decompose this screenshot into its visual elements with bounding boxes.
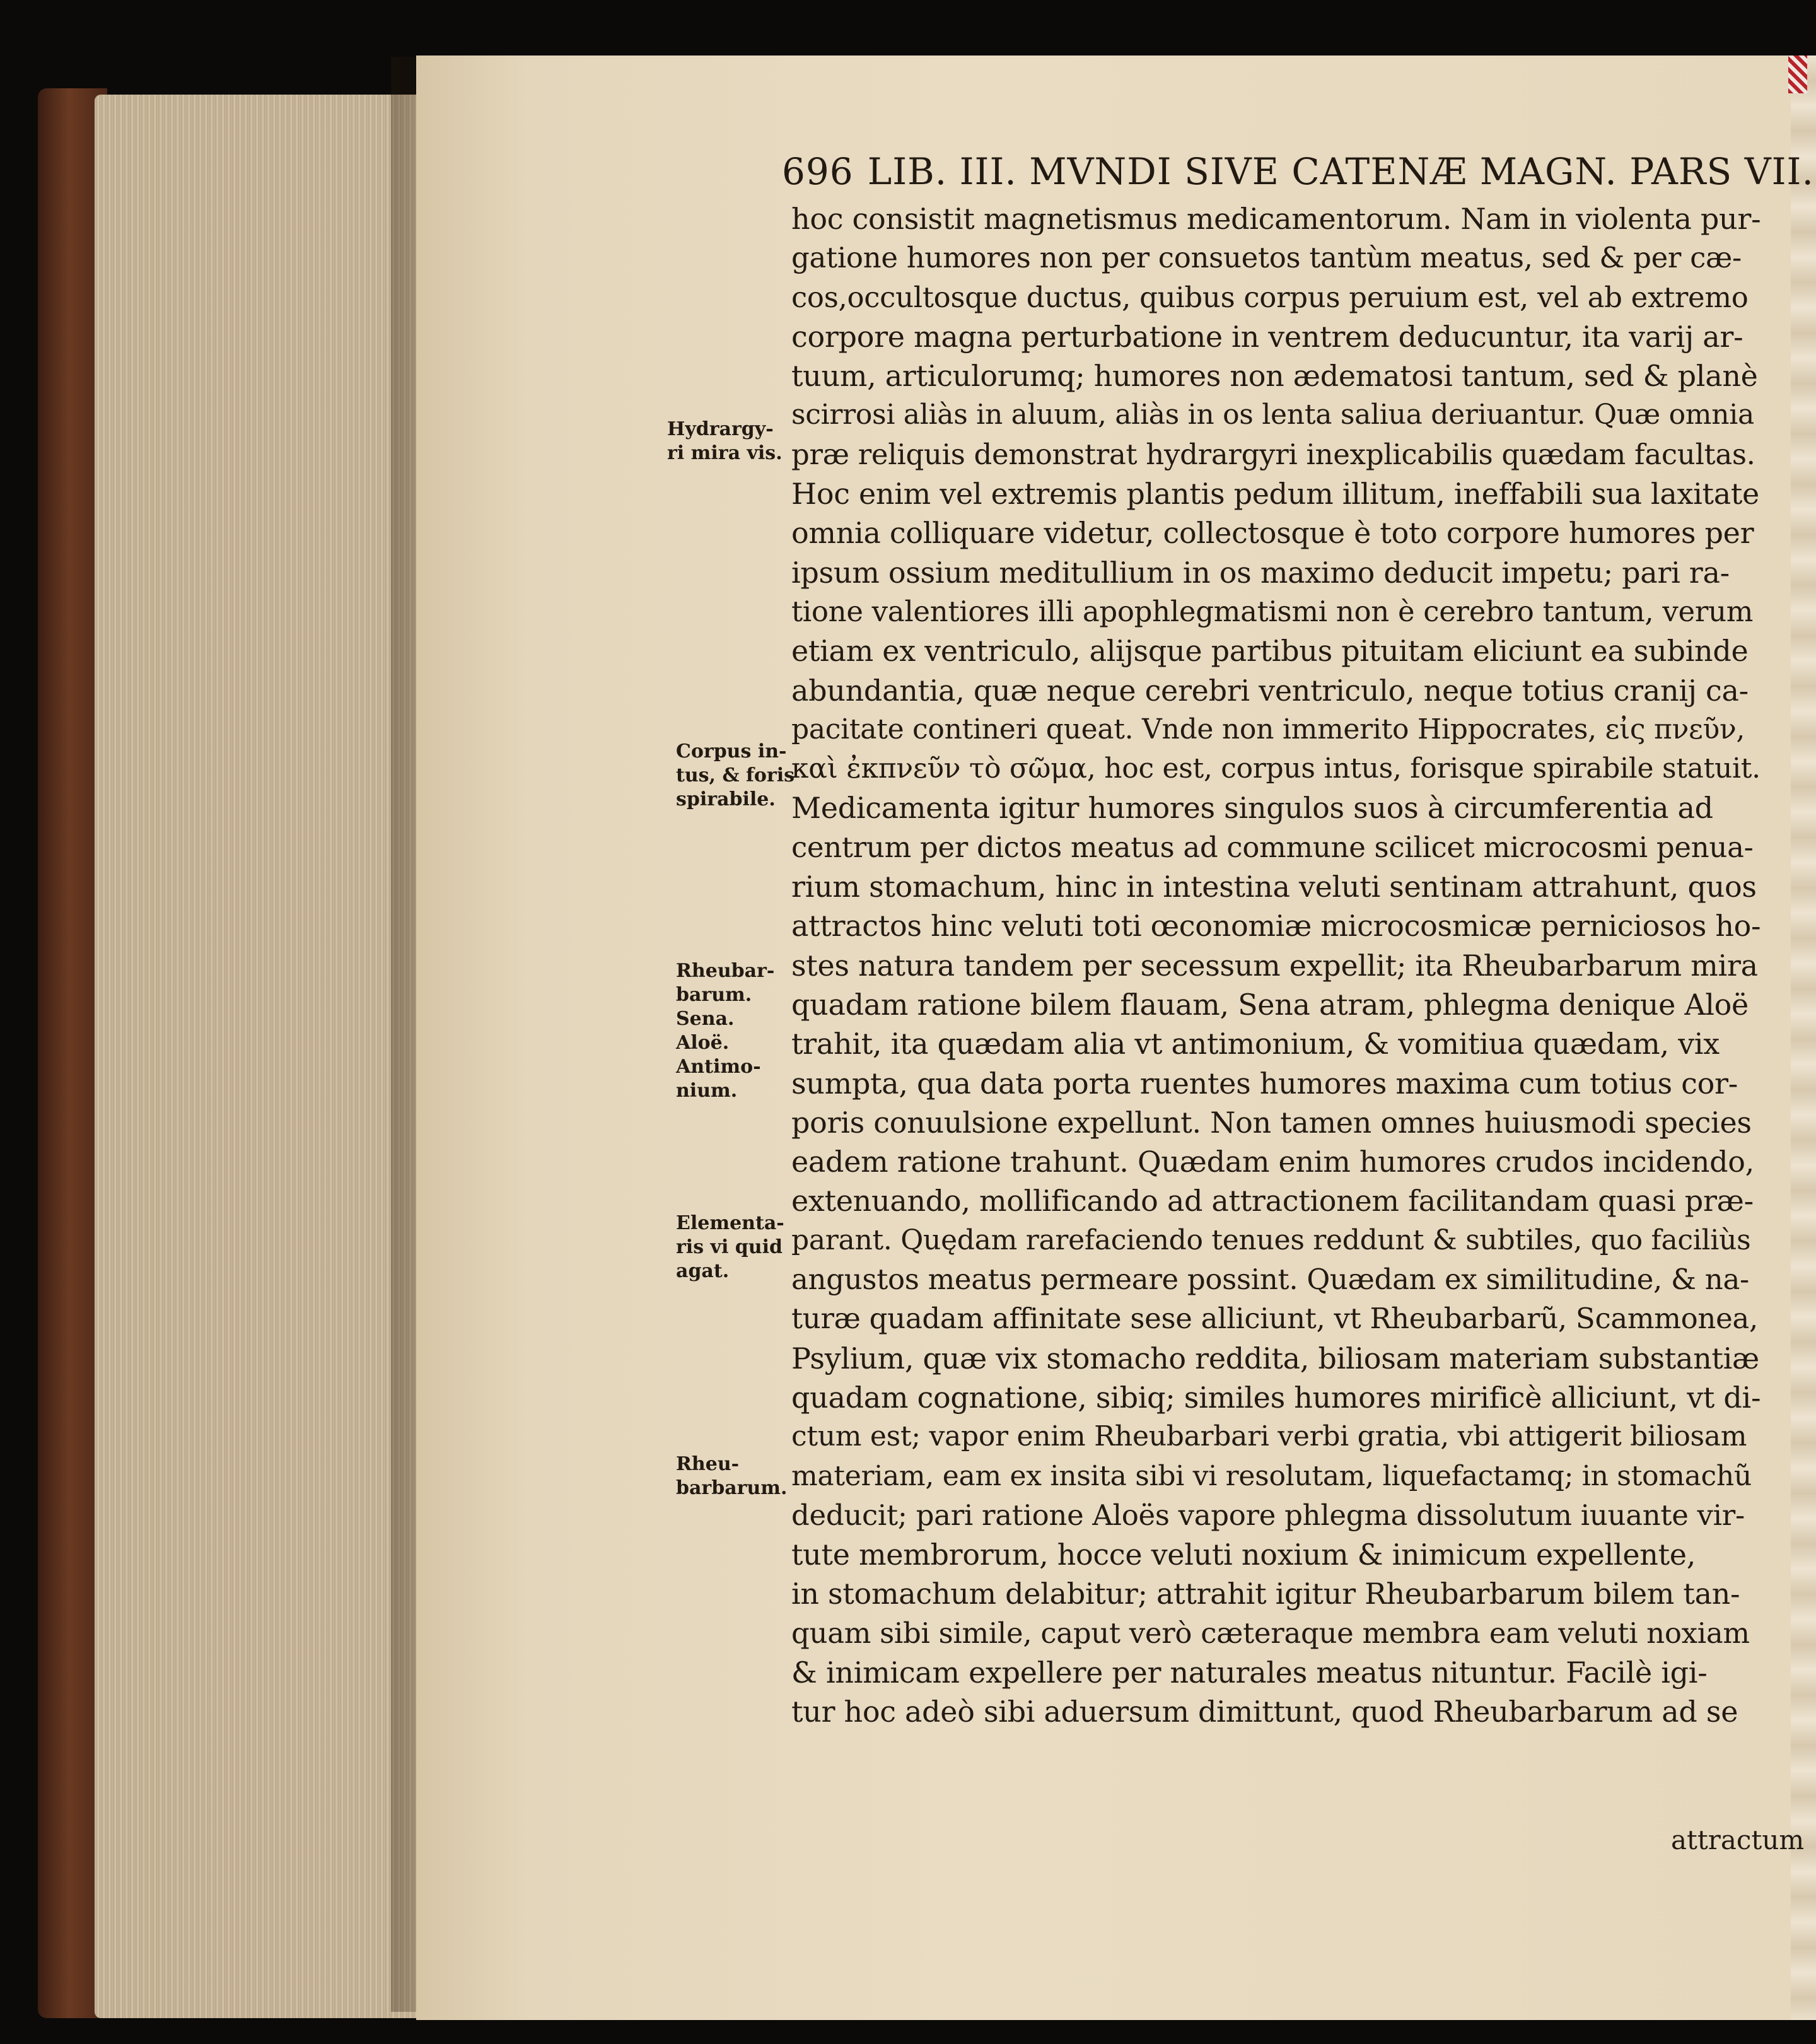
- text-line: poris conuulsione expellunt. Non tamen omnes huiusmodi species: [791, 1105, 1752, 1140]
- text-line: centrum per dictos meatus ad commune scilicet microcosmi penua-: [791, 830, 1754, 864]
- text-line: extenuando, mollificando ad attractionem facilitandam quasi præ-: [791, 1184, 1754, 1218]
- text-line: parant. Quędam rarefaciendo tenues reddunt & subtiles, quo faciliùs: [791, 1223, 1751, 1256]
- text-line: cos,occultosque ductus, quibus corpus peruium est, vel ab extremo: [791, 280, 1749, 314]
- margin-note-elementaris: Elementa- ris vi quid agat.: [676, 1212, 784, 1282]
- text-line: quam sibi simile, caput verò cæteraque membra eam veluti noxiam: [791, 1616, 1750, 1650]
- text-line: deducit; pari ratione Aloës vapore phlegma dissolutum iuuante vir-: [791, 1498, 1745, 1532]
- text-line: angustos meatus permeare possint. Quædam ex similitudine, & na-: [791, 1263, 1749, 1297]
- book: [38, 44, 1814, 2031]
- text-line: tute membrorum, hocce veluti noxium & inimicum expellente,: [791, 1538, 1696, 1572]
- text-line: καὶ ἐκπνεῦν τὸ σῶμα, hoc est, corpus intus, forisque spirabile statuit.: [791, 752, 1761, 785]
- running-header: [782, 150, 1814, 201]
- text-line: sumpta, qua data porta ruentes humores maxima cum totius cor-: [791, 1066, 1738, 1101]
- main-text-block: [791, 199, 1762, 1732]
- book-page: [416, 55, 1814, 2020]
- text-line: turæ quadam affinitate sese alliciunt, vt Rheubarbarũ, Scammonea,: [791, 1302, 1758, 1336]
- text-line: rium stomachum, hinc in intestina veluti sentinam attrahunt, quos: [791, 870, 1757, 904]
- text-line: quadam ratione bilem flauam, Sena atram, phlegma denique Aloë: [791, 987, 1749, 1022]
- text-line: eadem ratione trahunt. Quædam enim humores crudos incidendo,: [791, 1145, 1754, 1179]
- text-line: attractos hinc veluti toti œconomiæ microcosmicæ perniciosos ho-: [791, 909, 1761, 943]
- text-line: abundantia, quæ neque cerebri ventriculo, neque totius cranij ca-: [791, 673, 1749, 708]
- text-line: ctum est; vapor enim Rheubarbari verbi gratia, vbi attigerit biliosam: [791, 1420, 1747, 1453]
- margin-note-corpus: Corpus in- tus, & foris spirabile.: [676, 740, 794, 810]
- text-line: corpore magna perturbatione in ventrem deducuntur, ita varij ar-: [791, 319, 1743, 354]
- text-line: quadam cognatione, sibiq; similes humores mirificè alliciunt, vt di-: [791, 1380, 1761, 1415]
- running-title: LIB. III. MVNDI SIVE CATENÆ MAGN. PARS VII.: [867, 150, 1814, 193]
- text-line: tuum, articulorumq; humores non ædematosi tantum, sed & planè: [791, 359, 1758, 394]
- margin-note-hydrargyri: Hydrargy- ri mira vis.: [667, 418, 783, 464]
- ribbon-marker: [1788, 55, 1807, 93]
- text-line: gatione humores non per consuetos tantùm meatus, sed & per cæ-: [791, 241, 1742, 275]
- catchword: attractum: [1671, 1825, 1805, 1855]
- text-line: omnia colliquare videtur, collectosque è toto corpore humores per: [791, 516, 1754, 551]
- text-line: tur hoc adeò sibi aduersum dimittunt, quod Rheubarbarum ad se: [791, 1695, 1738, 1729]
- margin-note-rheubarbarum-list: Rheubar- barum. Sena. Aloë. Antimo- nium.: [676, 960, 775, 1102]
- text-line: ipsum ossium meditullium in os maximo deducit impetu; pari ra-: [791, 555, 1730, 590]
- page-right-edge: [1791, 55, 1816, 2020]
- page-number: 696: [782, 150, 854, 193]
- text-line: Hoc enim vel extremis plantis pedum illitum, ineffabili sua laxitate: [791, 477, 1759, 511]
- text-line: & inimicam expellere per naturales meatus nituntur. Facilè igi-: [791, 1655, 1708, 1690]
- text-line: in stomachum delabitur; attrahit igitur Rheubarbarum bilem tan-: [791, 1577, 1740, 1611]
- text-line: trahit, ita quædam alia vt antimonium, & vomitiua quædam, vix: [791, 1027, 1720, 1061]
- text-line: scirrosi aliàs in aluum, aliàs in os lenta saliua deriuantur. Quæ omnia: [791, 399, 1754, 431]
- text-line: materiam, eam ex insita sibi vi resolutam, liquefactamq; in stomachũ: [791, 1459, 1752, 1492]
- text-line: pacitate contineri queat. Vnde non immerito Hippocrates, εἰς πνεῦν,: [791, 713, 1745, 745]
- text-line: præ reliquis demonstrat hydrargyri inexplicabilis quædam facultas.: [791, 437, 1755, 471]
- margin-note-rheubarbarum: Rheu- barbarum.: [676, 1453, 788, 1499]
- text-line: stes natura tandem per secessum expellit; ita Rheubarbarum mira: [791, 948, 1758, 983]
- text-line: etiam ex ventriculo, alijsque partibus pituitam eliciunt ea subinde: [791, 634, 1749, 669]
- text-line: Medicamenta igitur humores singulos suos à circumferentia ad: [791, 791, 1713, 826]
- text-line: hoc consistit magnetismus medicamentorum. Nam in violenta pur-: [791, 202, 1761, 236]
- text-line: tione valentiores illi apophlegmatismi non è cerebro tantum, verum: [791, 594, 1754, 628]
- text-line: Psylium, quæ vix stomacho reddita, biliosam materiam substantiæ: [791, 1341, 1759, 1375]
